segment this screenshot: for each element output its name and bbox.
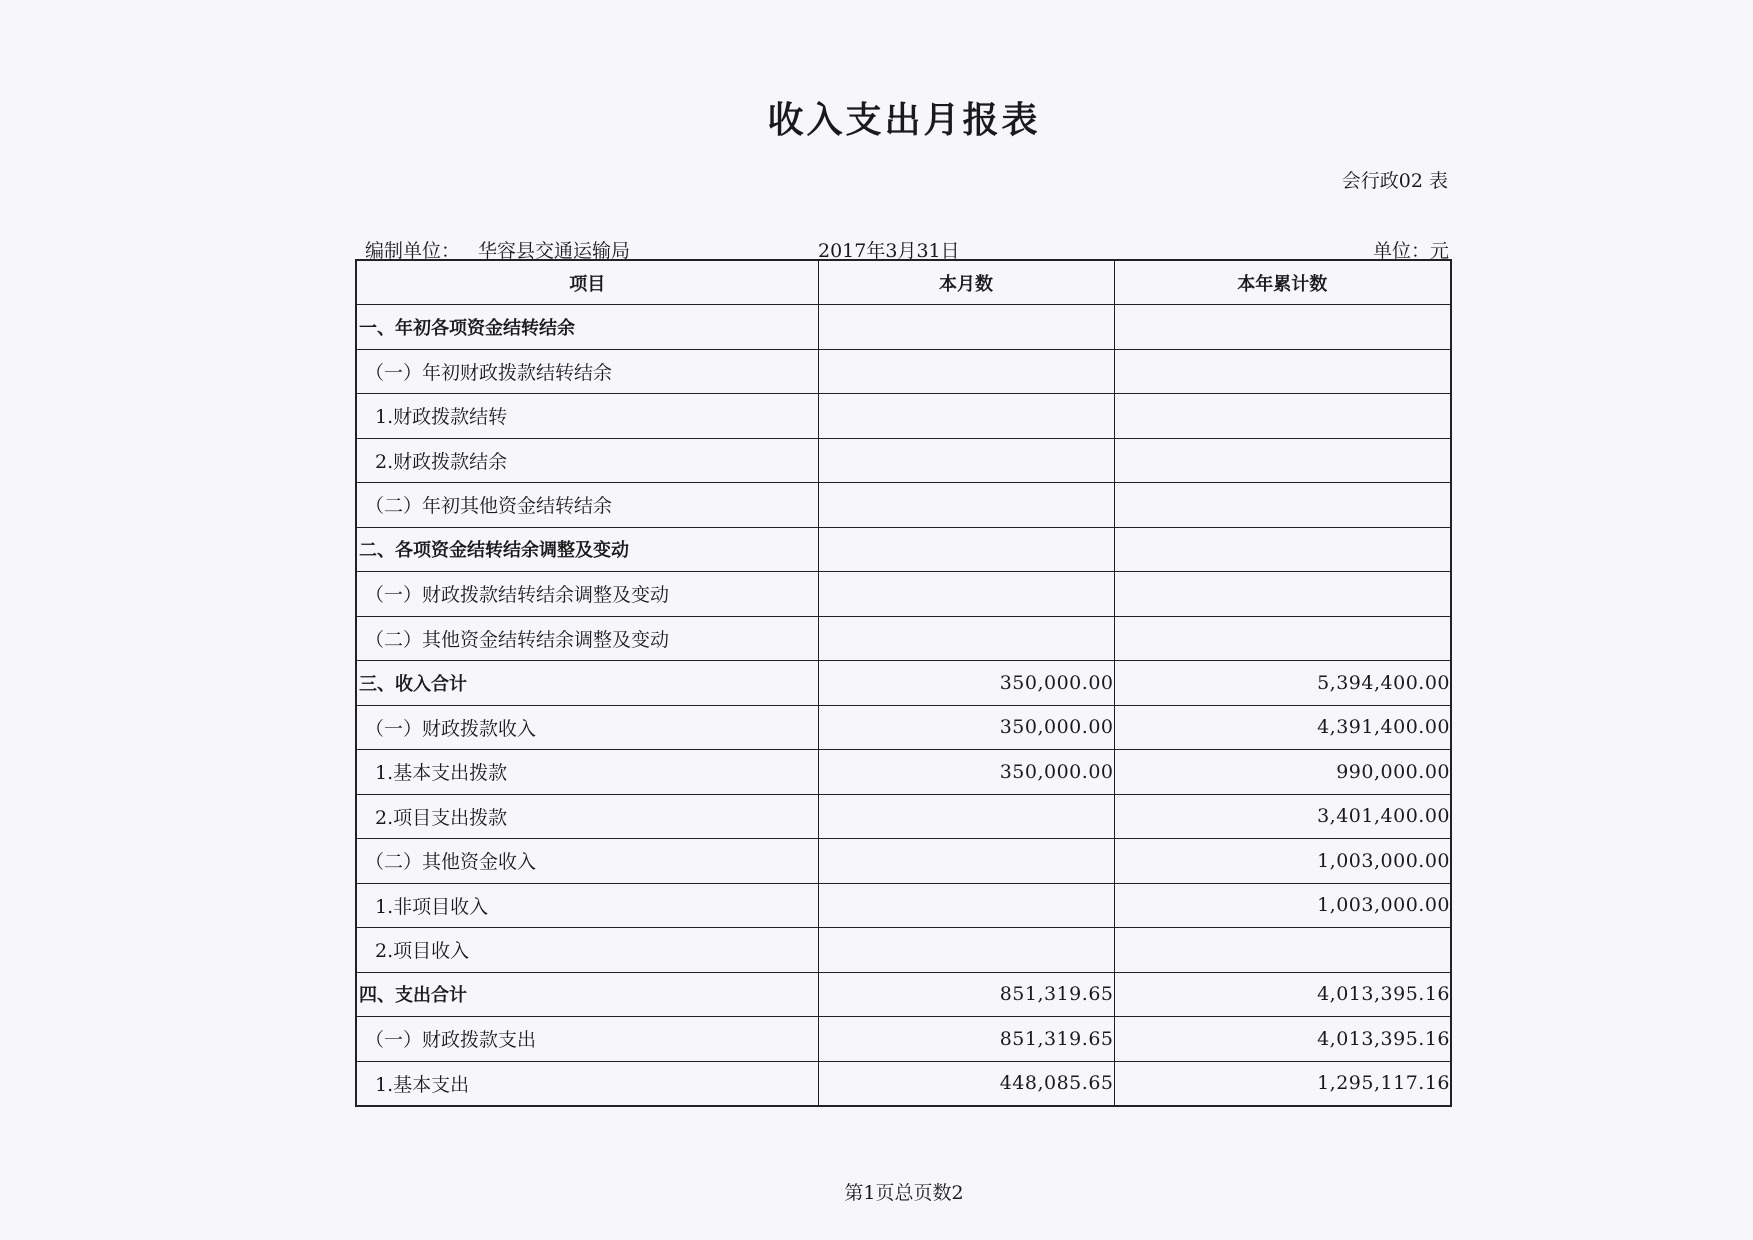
row-item-label: 2.项目收入 [356,928,818,973]
row-ytd-value [1114,394,1451,439]
row-month-value [818,794,1114,839]
table-row [356,661,1451,706]
row-month-value: 851,319.65 [818,1017,1114,1062]
row-month-value: 448,085.65 [818,1061,1114,1106]
row-month-value [818,394,1114,439]
table-row [356,527,1451,572]
table-body [356,305,1451,1106]
row-month-value [818,349,1114,394]
compiling-unit-label: 编制单位： [365,240,461,262]
table-row [356,794,1451,839]
row-month-value [818,883,1114,928]
table-row [356,572,1451,617]
row-ytd-value: 3,401,400.00 [1114,794,1451,839]
table-row [356,1061,1451,1106]
row-item-label: 四、支出合计 [356,972,818,1017]
row-month-value [818,438,1114,483]
row-item-label: 1.基本支出拨款 [356,750,818,795]
row-item-label: 三、收入合计 [356,661,818,706]
table-row [356,883,1451,928]
table-row [356,394,1451,439]
table-row [356,839,1451,884]
table-row [356,616,1451,661]
table-header-row [356,260,1451,305]
table-row [356,438,1451,483]
row-month-value [818,527,1114,572]
row-item-label: 2.财政拨款结余 [356,438,818,483]
row-item-label: 1.基本支出 [356,1061,818,1106]
row-item-label: （二）其他资金收入 [356,839,818,884]
income-expense-table [355,259,1452,1107]
column-header-month: 本月数 [818,260,1114,305]
table-row [356,349,1451,394]
report-date: 2017年3月31日 [818,240,960,262]
row-ytd-value: 5,394,400.00 [1114,661,1451,706]
row-item-label: 1.非项目收入 [356,883,818,928]
table-row [356,750,1451,795]
row-ytd-value [1114,928,1451,973]
row-item-label: 1.财政拨款结转 [356,394,818,439]
row-item-label: （一）财政拨款收入 [356,705,818,750]
compiling-unit-name: 华容县交通运输局 [478,240,631,262]
row-ytd-value [1114,349,1451,394]
row-ytd-value [1114,305,1451,350]
row-ytd-value: 1,003,000.00 [1114,883,1451,928]
table-row [356,483,1451,528]
row-item-label: （一）财政拨款支出 [356,1017,818,1062]
row-month-value: 350,000.00 [818,661,1114,706]
row-month-value [818,483,1114,528]
row-ytd-value [1114,527,1451,572]
row-month-value: 851,319.65 [818,972,1114,1017]
row-month-value [818,572,1114,617]
form-code: 会行政02 表 [1341,170,1448,192]
row-ytd-value: 1,295,117.16 [1114,1061,1451,1106]
row-item-label: （一）年初财政拨款结转结余 [356,349,818,394]
row-ytd-value [1114,616,1451,661]
row-item-label: 2.项目支出拨款 [356,794,818,839]
row-item-label: （二）其他资金结转结余调整及变动 [356,616,818,661]
row-month-value [818,928,1114,973]
row-month-value [818,305,1114,350]
row-ytd-value [1114,483,1451,528]
row-month-value [818,616,1114,661]
row-ytd-value: 4,013,395.16 [1114,1017,1451,1062]
row-month-value: 350,000.00 [818,750,1114,795]
row-item-label: 一、年初各项资金结转结余 [356,305,818,350]
table-row [356,705,1451,750]
row-ytd-value: 4,013,395.16 [1114,972,1451,1017]
row-month-value [818,839,1114,884]
column-header-item: 项目 [356,260,818,305]
table-row [356,1017,1451,1062]
row-ytd-value: 990,000.00 [1114,750,1451,795]
column-header-ytd: 本年累计数 [1114,260,1451,305]
row-month-value: 350,000.00 [818,705,1114,750]
table-row [356,928,1451,973]
table-row [356,305,1451,350]
row-ytd-value [1114,572,1451,617]
row-item-label: （一）财政拨款结转结余调整及变动 [356,572,818,617]
row-item-label: 二、各项资金结转结余调整及变动 [356,527,818,572]
currency-unit: 单位：元 [1372,240,1449,262]
row-item-label: （二）年初其他资金结转结余 [356,483,818,528]
page-title: 收入支出月报表 [767,99,1041,141]
page-footer: 第1页总页数2 [844,1182,964,1204]
row-ytd-value: 4,391,400.00 [1114,705,1451,750]
table-row [356,972,1451,1017]
row-ytd-value [1114,438,1451,483]
row-ytd-value: 1,003,000.00 [1114,839,1451,884]
report-meta [365,236,1449,260]
